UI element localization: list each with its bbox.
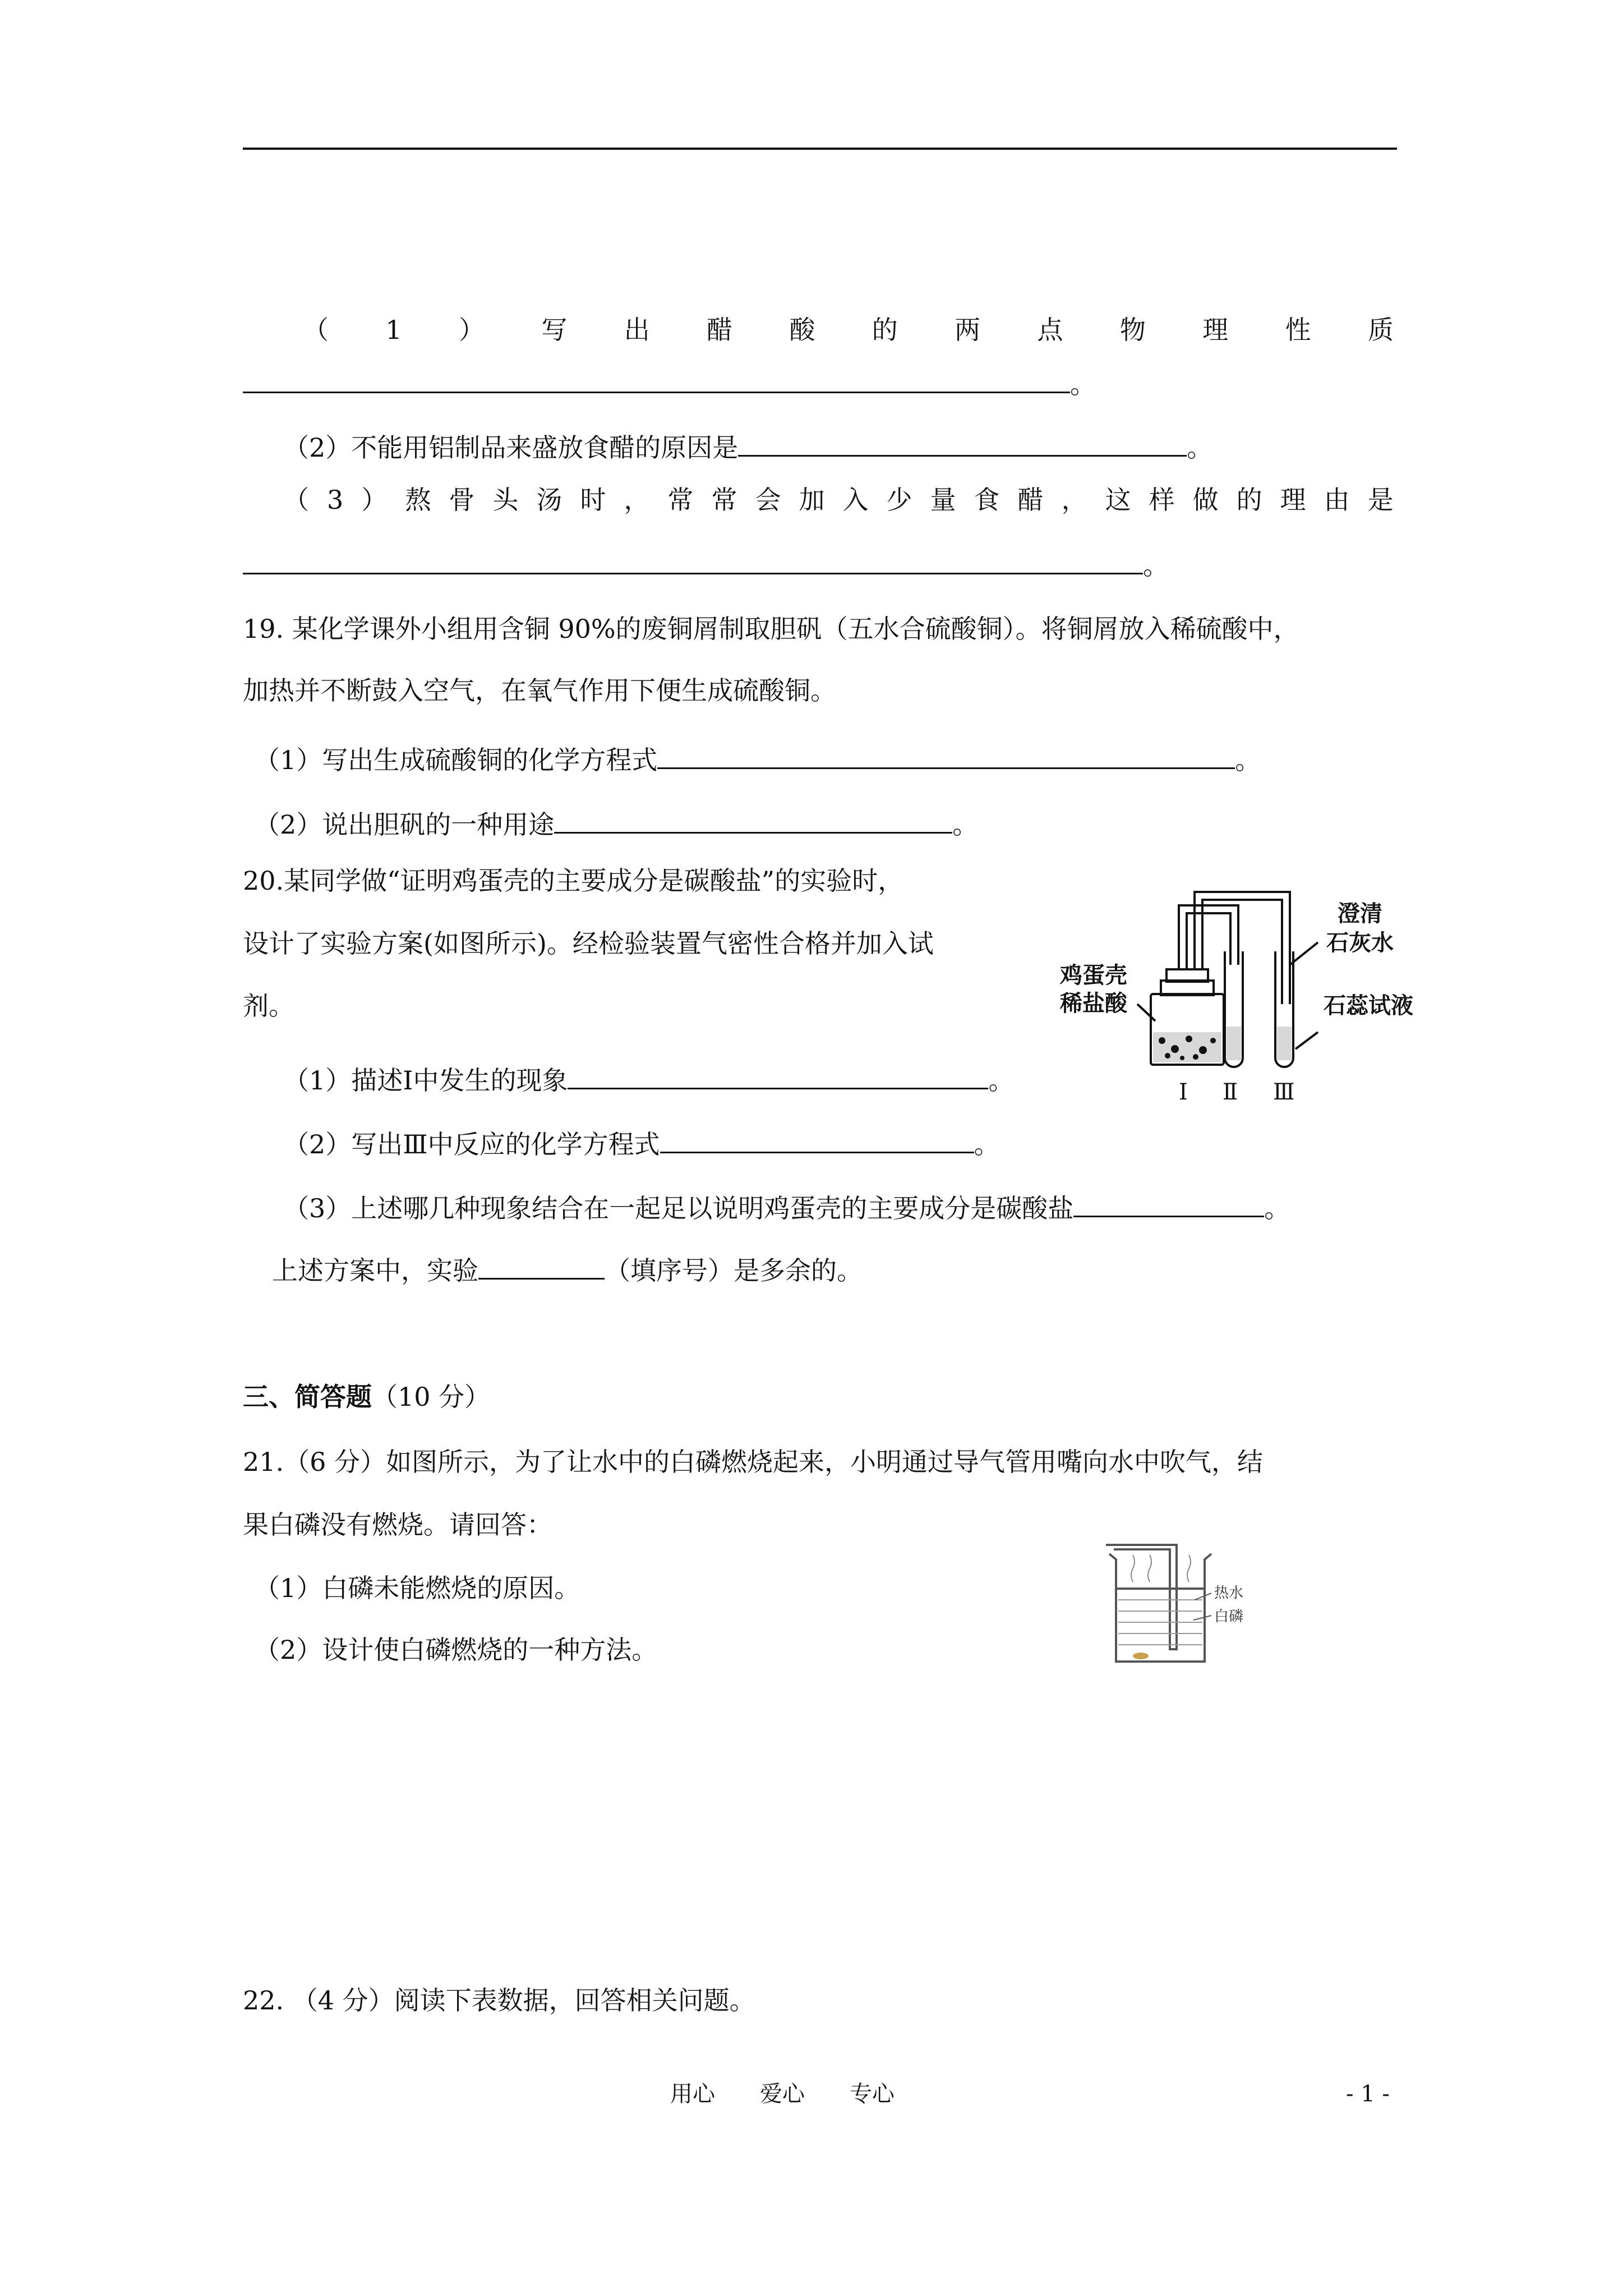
- label-eggshell: 鸡蛋壳: [1060, 963, 1127, 988]
- answer-blank[interactable]: [1073, 1190, 1264, 1217]
- q19-stem-line2: 加热并不断鼓入空气，在氧气作用下便生成硫酸铜。: [243, 675, 836, 706]
- q20-stem-line1: 20.某同学做“证明鸡蛋壳的主要成分是碳酸盐”的实验时，: [243, 866, 904, 896]
- question-char: 的: [872, 315, 898, 345]
- question-char: ）: [361, 485, 388, 515]
- punctuation: 。: [1143, 550, 1169, 581]
- page-number: - 1 -: [1346, 2081, 1390, 2107]
- question-char: 时: [580, 485, 606, 515]
- question-char: 由: [1324, 485, 1350, 515]
- question-text: （填序号）是多余的。: [605, 1255, 863, 1286]
- question-char: 常: [667, 485, 694, 515]
- q21-stem-line2: 果白磷没有燃烧。请回答：: [243, 1510, 552, 1540]
- label-hcl: 稀盐酸: [1060, 991, 1127, 1016]
- q18-part2: [283, 429, 1212, 461]
- question-char: 3: [327, 485, 344, 515]
- question-char: 少: [886, 485, 912, 515]
- q20-part2: [283, 1126, 1000, 1157]
- punctuation: 。: [952, 809, 979, 840]
- tube-II-liquid: [1227, 1027, 1241, 1060]
- question-char: 加: [799, 485, 825, 515]
- question-char: 做: [1192, 485, 1219, 515]
- question-char: 性: [1285, 315, 1311, 345]
- question-char: 食: [974, 485, 1000, 515]
- punctuation: 。: [1187, 432, 1213, 463]
- leader-line: [1193, 1616, 1211, 1620]
- question-text: （2）不能用铝制品来盛放食醋的原因是: [283, 432, 739, 463]
- label-litmus: 石蕊试液: [1324, 993, 1413, 1019]
- question-char: 这: [1105, 485, 1131, 515]
- punctuation: 。: [1235, 745, 1261, 775]
- question-char: 理: [1280, 485, 1306, 515]
- question-char: 理: [1202, 315, 1229, 345]
- question-char: 的: [1236, 485, 1262, 515]
- label-white-phosphorus: 白磷: [1214, 1608, 1244, 1625]
- punctuation: 。: [988, 1065, 1015, 1096]
- steam-lines: [1131, 1555, 1191, 1582]
- question-char: 汤: [536, 485, 562, 515]
- question-char: 常: [711, 485, 737, 515]
- question-text: （1）写出生成硫酸铜的化学方程式: [254, 745, 658, 775]
- answer-blank[interactable]: [660, 1126, 974, 1153]
- question-text: （2）说出胆矾的一种用途: [254, 809, 555, 840]
- question-char: 头: [492, 485, 519, 515]
- question-char: 写: [541, 315, 568, 345]
- question-char: 物: [1119, 315, 1146, 345]
- question-char: （: [283, 485, 309, 515]
- q18-part1-line: [303, 317, 1394, 343]
- answer-blank[interactable]: [657, 742, 1235, 769]
- leader-line: [1137, 1004, 1155, 1021]
- question-char: ，: [624, 485, 650, 515]
- question-char: （: [303, 315, 329, 345]
- q21-part1: （1）白磷未能燃烧的原因。: [254, 1573, 580, 1603]
- q20-part3: [283, 1190, 1290, 1221]
- leader-line: [1195, 1593, 1211, 1600]
- header-rule: [243, 148, 1397, 150]
- question-char: 点: [1037, 315, 1063, 345]
- answer-blank[interactable]: [738, 429, 1187, 457]
- q19-part1: [254, 742, 1261, 773]
- q20-stem-line2: 设计了实验方案(如图所示)。经检验装置气密性合格并加入试: [243, 928, 934, 959]
- question-char: 是: [1367, 485, 1394, 515]
- section3-heading: [243, 1384, 490, 1410]
- tube-III-liquid: [1277, 1027, 1292, 1060]
- q21-part2: （2）设计使白磷燃烧的一种方法。: [254, 1635, 658, 1665]
- question-char: 质: [1367, 315, 1394, 345]
- question-char: 1: [385, 315, 402, 345]
- question-char: 熬: [405, 485, 431, 515]
- q20-stem-line3: 剂。: [243, 991, 294, 1021]
- label-I: Ⅰ: [1179, 1079, 1188, 1105]
- beaker-figure: [1099, 1537, 1290, 1672]
- label-hot-water: 热水: [1214, 1585, 1244, 1602]
- q18-part3-answer-line: [243, 547, 1169, 581]
- question-char: 会: [755, 485, 781, 515]
- q20-part1: [283, 1062, 1015, 1096]
- question-char: 酸: [789, 315, 815, 345]
- punctuation: 。: [1070, 369, 1096, 399]
- q22-stem: 22. （4 分）阅读下表数据，回答相关问题。: [243, 1985, 755, 2016]
- section-title: 三、简答题: [243, 1382, 372, 1412]
- q21-stem-line1: 21.（6 分）如图所示，为了让水中的白磷燃烧起来，小明通过导气管用嘴向水中吹气，结: [243, 1447, 1264, 1477]
- question-char: 两: [955, 315, 981, 345]
- question-text: 上述方案中，实验: [272, 1255, 478, 1286]
- question-text: （2）写出Ⅲ中反应的化学方程式: [283, 1129, 660, 1159]
- question-char: 入: [842, 485, 869, 515]
- question-char: 样: [1149, 485, 1175, 515]
- question-char: 醋: [1017, 485, 1044, 515]
- q20-part4: [272, 1252, 863, 1286]
- water-lines: [1118, 1600, 1202, 1645]
- answer-blank[interactable]: [478, 1252, 605, 1280]
- answer-blank[interactable]: [568, 1062, 988, 1089]
- q19-stem-line1: 19. 某化学课外小组用含铜 90%的废铜屑制取胆矾（五水合硫酸铜）。将铜屑放入稀硫酸中，: [243, 614, 1299, 644]
- answer-blank[interactable]: [243, 366, 1070, 393]
- apparatus-figure: [1054, 886, 1447, 1122]
- white-phosphorus: [1133, 1653, 1149, 1659]
- beaker-outline: [1109, 1554, 1211, 1662]
- question-char: 量: [930, 485, 956, 515]
- answer-blank[interactable]: [243, 547, 1143, 574]
- answer-blank[interactable]: [554, 806, 952, 834]
- punctuation: 。: [974, 1129, 1000, 1159]
- question-char: ，: [1061, 485, 1087, 515]
- label-III: Ⅲ: [1273, 1079, 1295, 1105]
- question-char: 醋: [707, 315, 733, 345]
- question-char: 出: [624, 315, 650, 345]
- section-score: （10 分）: [372, 1382, 491, 1412]
- q18-part3-line: [283, 487, 1394, 513]
- footer-motto: 用心 爱心 专心: [670, 2081, 895, 2107]
- question-text: （3）上述哪几种现象结合在一起足以说明鸡蛋壳的主要成分是碳酸盐: [283, 1193, 1074, 1223]
- label-limewater-2: 石灰水: [1326, 930, 1394, 956]
- punctuation: 。: [1264, 1193, 1290, 1223]
- question-char: ）: [459, 315, 485, 345]
- label-limewater-1: 澄清: [1338, 901, 1382, 927]
- question-text: （1）描述Ⅰ中发生的现象: [283, 1065, 568, 1096]
- leader-line: [1295, 1032, 1318, 1049]
- label-II: Ⅱ: [1223, 1079, 1238, 1105]
- q18-part1-answer-line: [243, 366, 1096, 397]
- question-char: 骨: [449, 485, 475, 515]
- q19-part2: [254, 806, 978, 838]
